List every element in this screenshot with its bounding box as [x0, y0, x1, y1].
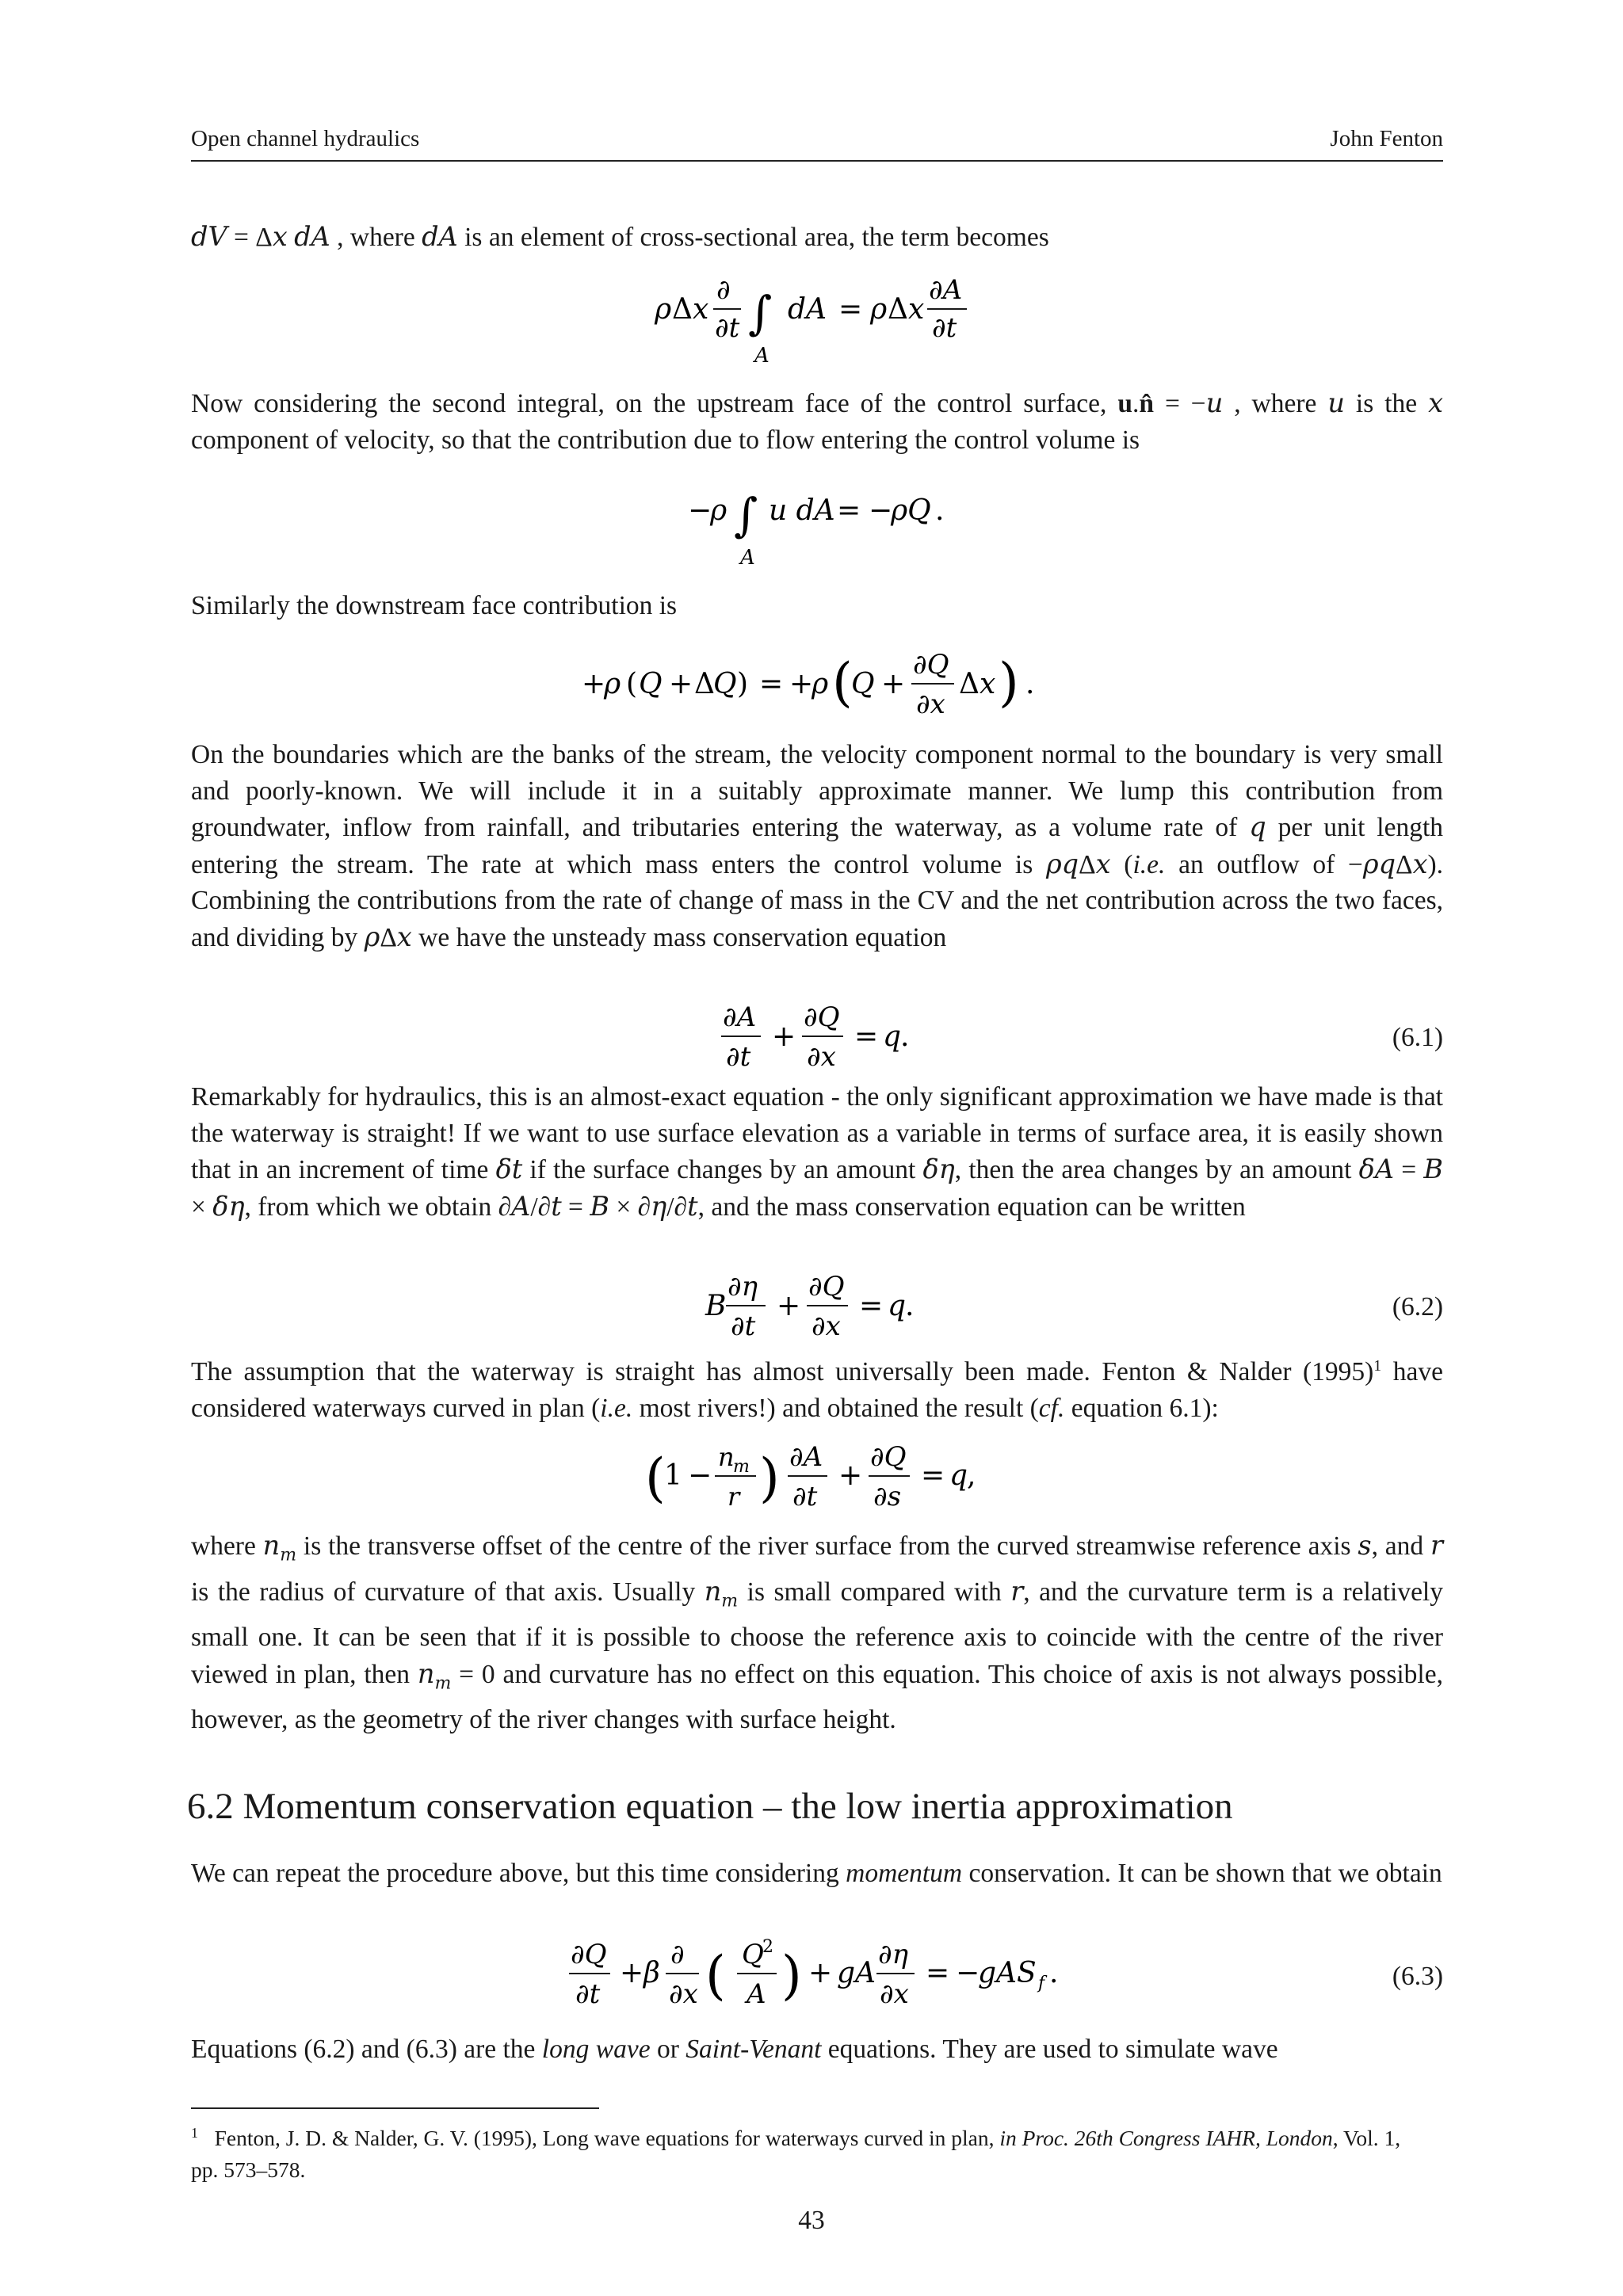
svg-text:ρ: ρ: [655, 293, 672, 326]
svg-text:A: A: [740, 546, 755, 570]
svg-text:.: .: [1049, 1957, 1059, 1989]
svg-text:∂Q: ∂Q: [808, 1271, 845, 1302]
equation-number-6-2: (6.2): [1392, 1292, 1443, 1322]
svg-text:,: ,: [967, 1459, 976, 1492]
svg-text:∂: ∂: [716, 274, 731, 306]
footnote-authors: Fenton, J. D. & Nalder, G. V. (1995), Long wave equations for waterways curved in plan,: [214, 2126, 1000, 2151]
paragraph-5: Remarkably for hydraulics, this is an almost-exact equation - the only significant approximation we have made is that the waterway is straight! If we want to use surface elevation as a variable in terms of surface area, it is easily shown that in an increment of time δt if the surface changes by an amount δη, then the area changes by an amount δA = B × δη, from which we obtain ∂A/∂t = B × ∂η/∂t, and the mass conservation equation can be written: [191, 1082, 1443, 1222]
svg-text:=: =: [926, 1957, 950, 1989]
svg-text:∫: ∫: [734, 488, 758, 542]
svg-text:gA: gA: [837, 1957, 876, 1989]
svg-text:Δ: Δ: [694, 668, 715, 700]
footnote-mark: 1: [191, 2125, 198, 2141]
svg-text:n: n: [718, 1442, 735, 1472]
svg-text:q: q: [949, 1459, 968, 1492]
equation-6-2: [0, 1264, 1623, 1351]
svg-text:+: +: [838, 1459, 863, 1492]
svg-text:+: +: [789, 668, 814, 700]
svg-text:): ): [737, 668, 749, 700]
paragraph-8: We can repeat the procedure above, but this time considering momentum conservation. It can be shown that we obtain: [191, 1859, 1442, 1888]
svg-text:Q: Q: [713, 668, 737, 700]
svg-text:gAS: gAS: [978, 1957, 1037, 1989]
svg-text:=: =: [859, 1290, 884, 1322]
svg-text:∂x: ∂x: [880, 1978, 909, 2010]
paragraph-3: Similarly the downstream face contribution is: [191, 591, 678, 620]
svg-text:.: .: [900, 1020, 910, 1053]
svg-text:ρ: ρ: [812, 668, 829, 700]
svg-text:Q: Q: [742, 1939, 764, 1970]
svg-text:−: −: [688, 1459, 712, 1492]
svg-text:=: =: [921, 1459, 945, 1492]
svg-text:): ): [781, 1945, 802, 2006]
svg-text:∂η: ∂η: [727, 1271, 758, 1302]
paragraph-9: Equations (6.2) and (6.3) are the long wave or Saint-Venant equations. They are used to simulate wave: [191, 2035, 1278, 2064]
page-number: 43: [798, 2206, 825, 2235]
svg-text:∂Q: ∂Q: [913, 649, 949, 681]
svg-text:Q: Q: [639, 668, 663, 700]
equation-number-6-3: (6.3): [1392, 1962, 1443, 1991]
footnote: [191, 2117, 1427, 2186]
svg-text:∂x: ∂x: [807, 1041, 836, 1073]
svg-text:−: −: [956, 1957, 980, 1989]
footnote-rest: , Vol. 1, pp. 573–578.: [191, 2126, 1401, 2183]
svg-text:2: 2: [762, 1937, 773, 1957]
svg-text:∂Q: ∂Q: [571, 1939, 607, 1970]
svg-text:): ): [999, 652, 1019, 713]
paragraph-6: The assumption that the waterway is straight has almost universally been made. Fenton & Nalder $(1995)^1$ have considered waterways curved in plan (i.e. most rivers!) and obtained the result (cf. equation 6.1):: [191, 1357, 1443, 1423]
svg-text:A: A: [754, 344, 769, 368]
svg-text:(: (: [705, 1945, 726, 2006]
svg-text:+: +: [777, 1290, 801, 1322]
svg-text:dA: dA: [788, 293, 827, 326]
section-heading-6-2: 6.2 Momentum conservation equation – the low inertia approximation: [187, 1786, 1233, 1827]
svg-text:∂x: ∂x: [669, 1978, 698, 2010]
svg-text:−: −: [688, 494, 712, 527]
svg-text:(: (: [645, 1447, 666, 1508]
svg-text:∂s: ∂s: [873, 1481, 902, 1512]
svg-text:=: =: [838, 293, 863, 326]
svg-text:Δ: Δ: [888, 293, 908, 326]
svg-text:): ): [759, 1447, 780, 1508]
svg-text:(: (: [832, 652, 853, 713]
svg-text:ρQ: ρQ: [891, 494, 931, 527]
svg-text:∂t: ∂t: [932, 312, 957, 344]
equation-number-6-1: (6.1): [1392, 1023, 1443, 1052]
svg-text:(: (: [626, 668, 638, 700]
paragraph-4: On the boundaries which are the banks of the stream, the velocity component normal to the boundary is very small and poorly-known. We will include it in a suitably approximate manner. We lump this contribution from groundwater, inflow from rainfall, and tributaries entering the waterway, as a volume rate of q per unit length entering the stream. The rate at which mass enters the control volume is ρqΔx (i.e. an outflow of −ρqΔx). Combining the contributions from the rate of change of mass in the CV and the net contribution across the two faces, and dividing by ρΔx we have the unsteady mass conservation equation: [191, 740, 1444, 952]
equation-control-volume-rate: [0, 265, 1623, 368]
svg-text:=: =: [837, 494, 861, 527]
svg-text:B: B: [705, 1290, 727, 1322]
svg-text:ρ: ρ: [604, 668, 621, 700]
svg-text:∂: ∂: [670, 1939, 685, 1970]
svg-text:x: x: [693, 293, 709, 326]
svg-text:∂A: ∂A: [723, 1001, 757, 1033]
svg-text:+: +: [669, 668, 693, 700]
svg-text:=: =: [759, 668, 784, 700]
running-header: [191, 122, 1443, 162]
equation-outflow: [0, 634, 1623, 737]
svg-text:.: .: [905, 1290, 915, 1322]
svg-text:∂t: ∂t: [792, 1481, 818, 1512]
svg-text:f: f: [1038, 1974, 1045, 1993]
svg-text:.: .: [1025, 668, 1035, 700]
svg-text:∂t: ∂t: [726, 1041, 751, 1073]
svg-text:Δ: Δ: [672, 293, 693, 326]
footnote-rule: [191, 2107, 599, 2109]
paragraph-2: Now considering the second integral, on the upstream face of the control surface, u.n̂ = −u , where u is the x component of velocity, so that the contribution due to flow entering the control volume is: [191, 387, 1443, 455]
svg-text:+: +: [620, 1957, 644, 1989]
svg-text:ρ: ρ: [870, 293, 888, 326]
svg-text:∂x: ∂x: [916, 688, 945, 720]
svg-text:∂η: ∂η: [878, 1939, 908, 1970]
svg-text:q: q: [883, 1020, 902, 1053]
svg-text:∂Q: ∂Q: [804, 1001, 840, 1033]
equation-inflow: [0, 475, 1623, 578]
svg-text:β: β: [643, 1957, 660, 1989]
svg-text:∂x: ∂x: [812, 1310, 841, 1342]
svg-text:−: −: [869, 494, 893, 527]
svg-text:u dA: u dA: [769, 494, 835, 527]
svg-text:Δ: Δ: [959, 668, 980, 700]
svg-text:+: +: [582, 668, 606, 700]
svg-text:A: A: [747, 1978, 766, 2010]
svg-text:r: r: [727, 1482, 740, 1512]
svg-text:x: x: [980, 668, 996, 700]
svg-text:∫: ∫: [748, 286, 773, 340]
svg-text:q: q: [888, 1290, 907, 1322]
svg-text:.: .: [935, 494, 945, 527]
header-title: Open channel hydraulics: [191, 126, 420, 151]
svg-text:∂t: ∂t: [731, 1310, 756, 1342]
paragraph-1: dV = Δx dA , where dA is an element of cross-sectional area, the term becomes: [191, 221, 1049, 252]
equation-6-3: [0, 1930, 1623, 2025]
svg-text:+: +: [881, 668, 906, 700]
svg-text:ρ: ρ: [710, 494, 727, 527]
svg-text:∂t: ∂t: [715, 312, 740, 344]
header-author: John Fenton: [1330, 126, 1443, 151]
svg-text:m: m: [733, 1457, 750, 1477]
svg-text:x: x: [908, 293, 925, 326]
svg-text:Q: Q: [851, 668, 875, 700]
svg-text:1: 1: [664, 1459, 682, 1492]
equation-curved-plan: [0, 1432, 1623, 1527]
paragraph-7: where $n_m$ is the transverse offset of the centre of the river surface from the curved streamwise reference axis s, and r is the radius of curvature of that axis. Usually $n_m$ is small compared with r, and the curvature term is a relatively small one. It can be seen that if it is possible to choose the reference axis to coincide with the centre of the river viewed in plan, then $n_m = 0$ and curvature has no effect on this equation. This choice of axis is not always possible, however, as the geometry of the river changes with surface height.: [191, 1530, 1443, 1735]
svg-text:=: =: [854, 1020, 879, 1053]
svg-text:+: +: [772, 1020, 796, 1053]
svg-text:∂Q: ∂Q: [870, 1441, 907, 1473]
footnote-venue: in Proc. 26th Congress IAHR, London: [999, 2126, 1333, 2151]
svg-text:+: +: [808, 1957, 833, 1989]
svg-text:∂t: ∂t: [575, 1978, 601, 2010]
svg-text:∂A: ∂A: [789, 1441, 823, 1473]
svg-text:∂A: ∂A: [929, 274, 963, 306]
equation-6-1: [0, 994, 1623, 1081]
